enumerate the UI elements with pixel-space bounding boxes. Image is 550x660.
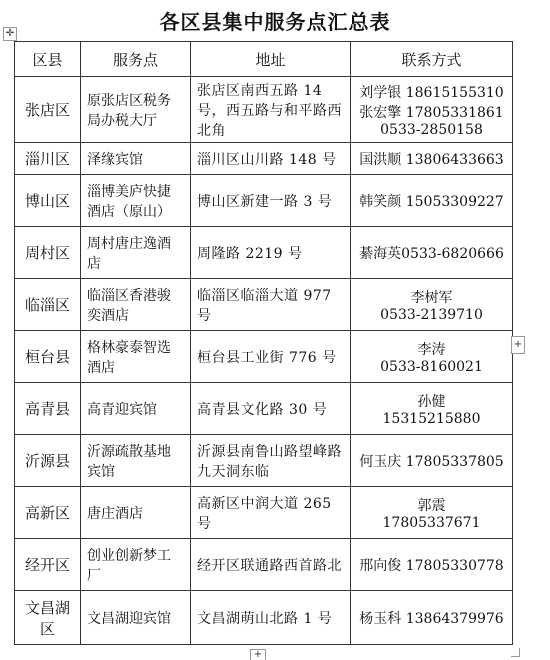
cell-service-point: 唐庄酒店 bbox=[81, 487, 191, 539]
cell-address: 沂源县南鲁山路望峰路九天洞东临 bbox=[191, 435, 351, 487]
add-column-button[interactable]: + bbox=[511, 336, 525, 354]
table-row bbox=[15, 383, 513, 435]
header-address: 地址 bbox=[191, 42, 351, 77]
cell-contact: 国洪顺 13806433663 bbox=[351, 143, 513, 175]
cell-address: 桓台县工业街 776 号 bbox=[191, 331, 351, 383]
service-points-table bbox=[14, 41, 513, 645]
cell-district: 桓台县 bbox=[15, 331, 81, 383]
cell-district: 张店区 bbox=[15, 77, 81, 143]
cell-contact: 綦海英0533-6820666 bbox=[351, 227, 513, 279]
cell-address: 高青县文化路 30 号 bbox=[191, 383, 351, 435]
table-row bbox=[15, 331, 513, 383]
cell-district: 沂源县 bbox=[15, 435, 81, 487]
cell-address: 临淄区临淄大道 977 号 bbox=[191, 279, 351, 331]
cell-district: 淄川区 bbox=[15, 143, 81, 175]
cell-address: 博山区新建一路 3 号 bbox=[191, 175, 351, 227]
cell-service-point: 周村唐庄逸酒店 bbox=[81, 227, 191, 279]
cell-district: 经开区 bbox=[15, 539, 81, 591]
cell-address: 经开区联通路西首路北 bbox=[191, 539, 351, 591]
cell-district: 高青县 bbox=[15, 383, 81, 435]
table-row bbox=[15, 227, 513, 279]
cell-address: 张店区南西五路 14 号，西五路与和平路西北角 bbox=[191, 77, 351, 143]
table-row bbox=[15, 77, 513, 143]
cell-service-point: 泽缘宾馆 bbox=[81, 143, 191, 175]
header-service-point: 服务点 bbox=[81, 42, 191, 77]
cell-contact: 何玉庆 17805337805 bbox=[351, 435, 513, 487]
cell-service-point: 淄博美庐快捷酒店（原山） bbox=[81, 175, 191, 227]
cell-district: 周村区 bbox=[15, 227, 81, 279]
table-row bbox=[15, 175, 513, 227]
cell-contact: 韩笑颜 15053309227 bbox=[351, 175, 513, 227]
cell-service-point: 原张店区税务局办税大厅 bbox=[81, 77, 191, 143]
cell-contact: 李涛 0533-8160021 bbox=[351, 331, 513, 383]
cell-address: 淄川区山川路 148 号 bbox=[191, 143, 351, 175]
cell-contact: 孙健 15315215880 bbox=[351, 383, 513, 435]
cell-service-point: 创业创新梦工厂 bbox=[81, 539, 191, 591]
cell-district: 高新区 bbox=[15, 487, 81, 539]
cell-district: 博山区 bbox=[15, 175, 81, 227]
table-row bbox=[15, 279, 513, 331]
cell-district: 临淄区 bbox=[15, 279, 81, 331]
cell-address: 周隆路 2219 号 bbox=[191, 227, 351, 279]
page-title: 各区县集中服务点汇总表 bbox=[159, 10, 391, 34]
table-row bbox=[15, 435, 513, 487]
cell-address: 文昌湖萌山北路 1 号 bbox=[191, 591, 351, 645]
cell-service-point: 文昌湖迎宾馆 bbox=[81, 591, 191, 645]
cell-contact: 邢向俊 17805330778 bbox=[351, 539, 513, 591]
table-row bbox=[15, 143, 513, 175]
cell-contact: 杨玉科 13864379976 bbox=[351, 591, 513, 645]
table-row bbox=[15, 487, 513, 539]
table-header-row bbox=[15, 42, 513, 77]
header-contact: 联系方式 bbox=[351, 42, 513, 77]
header-district: 区县 bbox=[15, 42, 81, 77]
cell-service-point: 沂源疏散基地宾馆 bbox=[81, 435, 191, 487]
cell-address: 高新区中润大道 265 号 bbox=[191, 487, 351, 539]
cell-district: 文昌湖区 bbox=[15, 591, 81, 645]
table-row bbox=[15, 539, 513, 591]
cell-contact: 李树军 0533-2139710 bbox=[351, 279, 513, 331]
cell-contact: 郭震 17805337671 bbox=[351, 487, 513, 539]
cell-contact: 刘学银 18615155310 张宏擎 17805331861 0533-2850158 bbox=[351, 77, 513, 143]
table-move-handle-icon[interactable]: ✛ bbox=[3, 27, 17, 41]
cell-service-point: 格林豪泰智选酒店 bbox=[81, 331, 191, 383]
cell-service-point: 临淄区香港骏奕酒店 bbox=[81, 279, 191, 331]
add-row-button[interactable]: + bbox=[250, 649, 266, 660]
table-row bbox=[15, 591, 513, 645]
cell-service-point: 高青迎宾馆 bbox=[81, 383, 191, 435]
table-resize-handle[interactable] bbox=[511, 648, 520, 657]
